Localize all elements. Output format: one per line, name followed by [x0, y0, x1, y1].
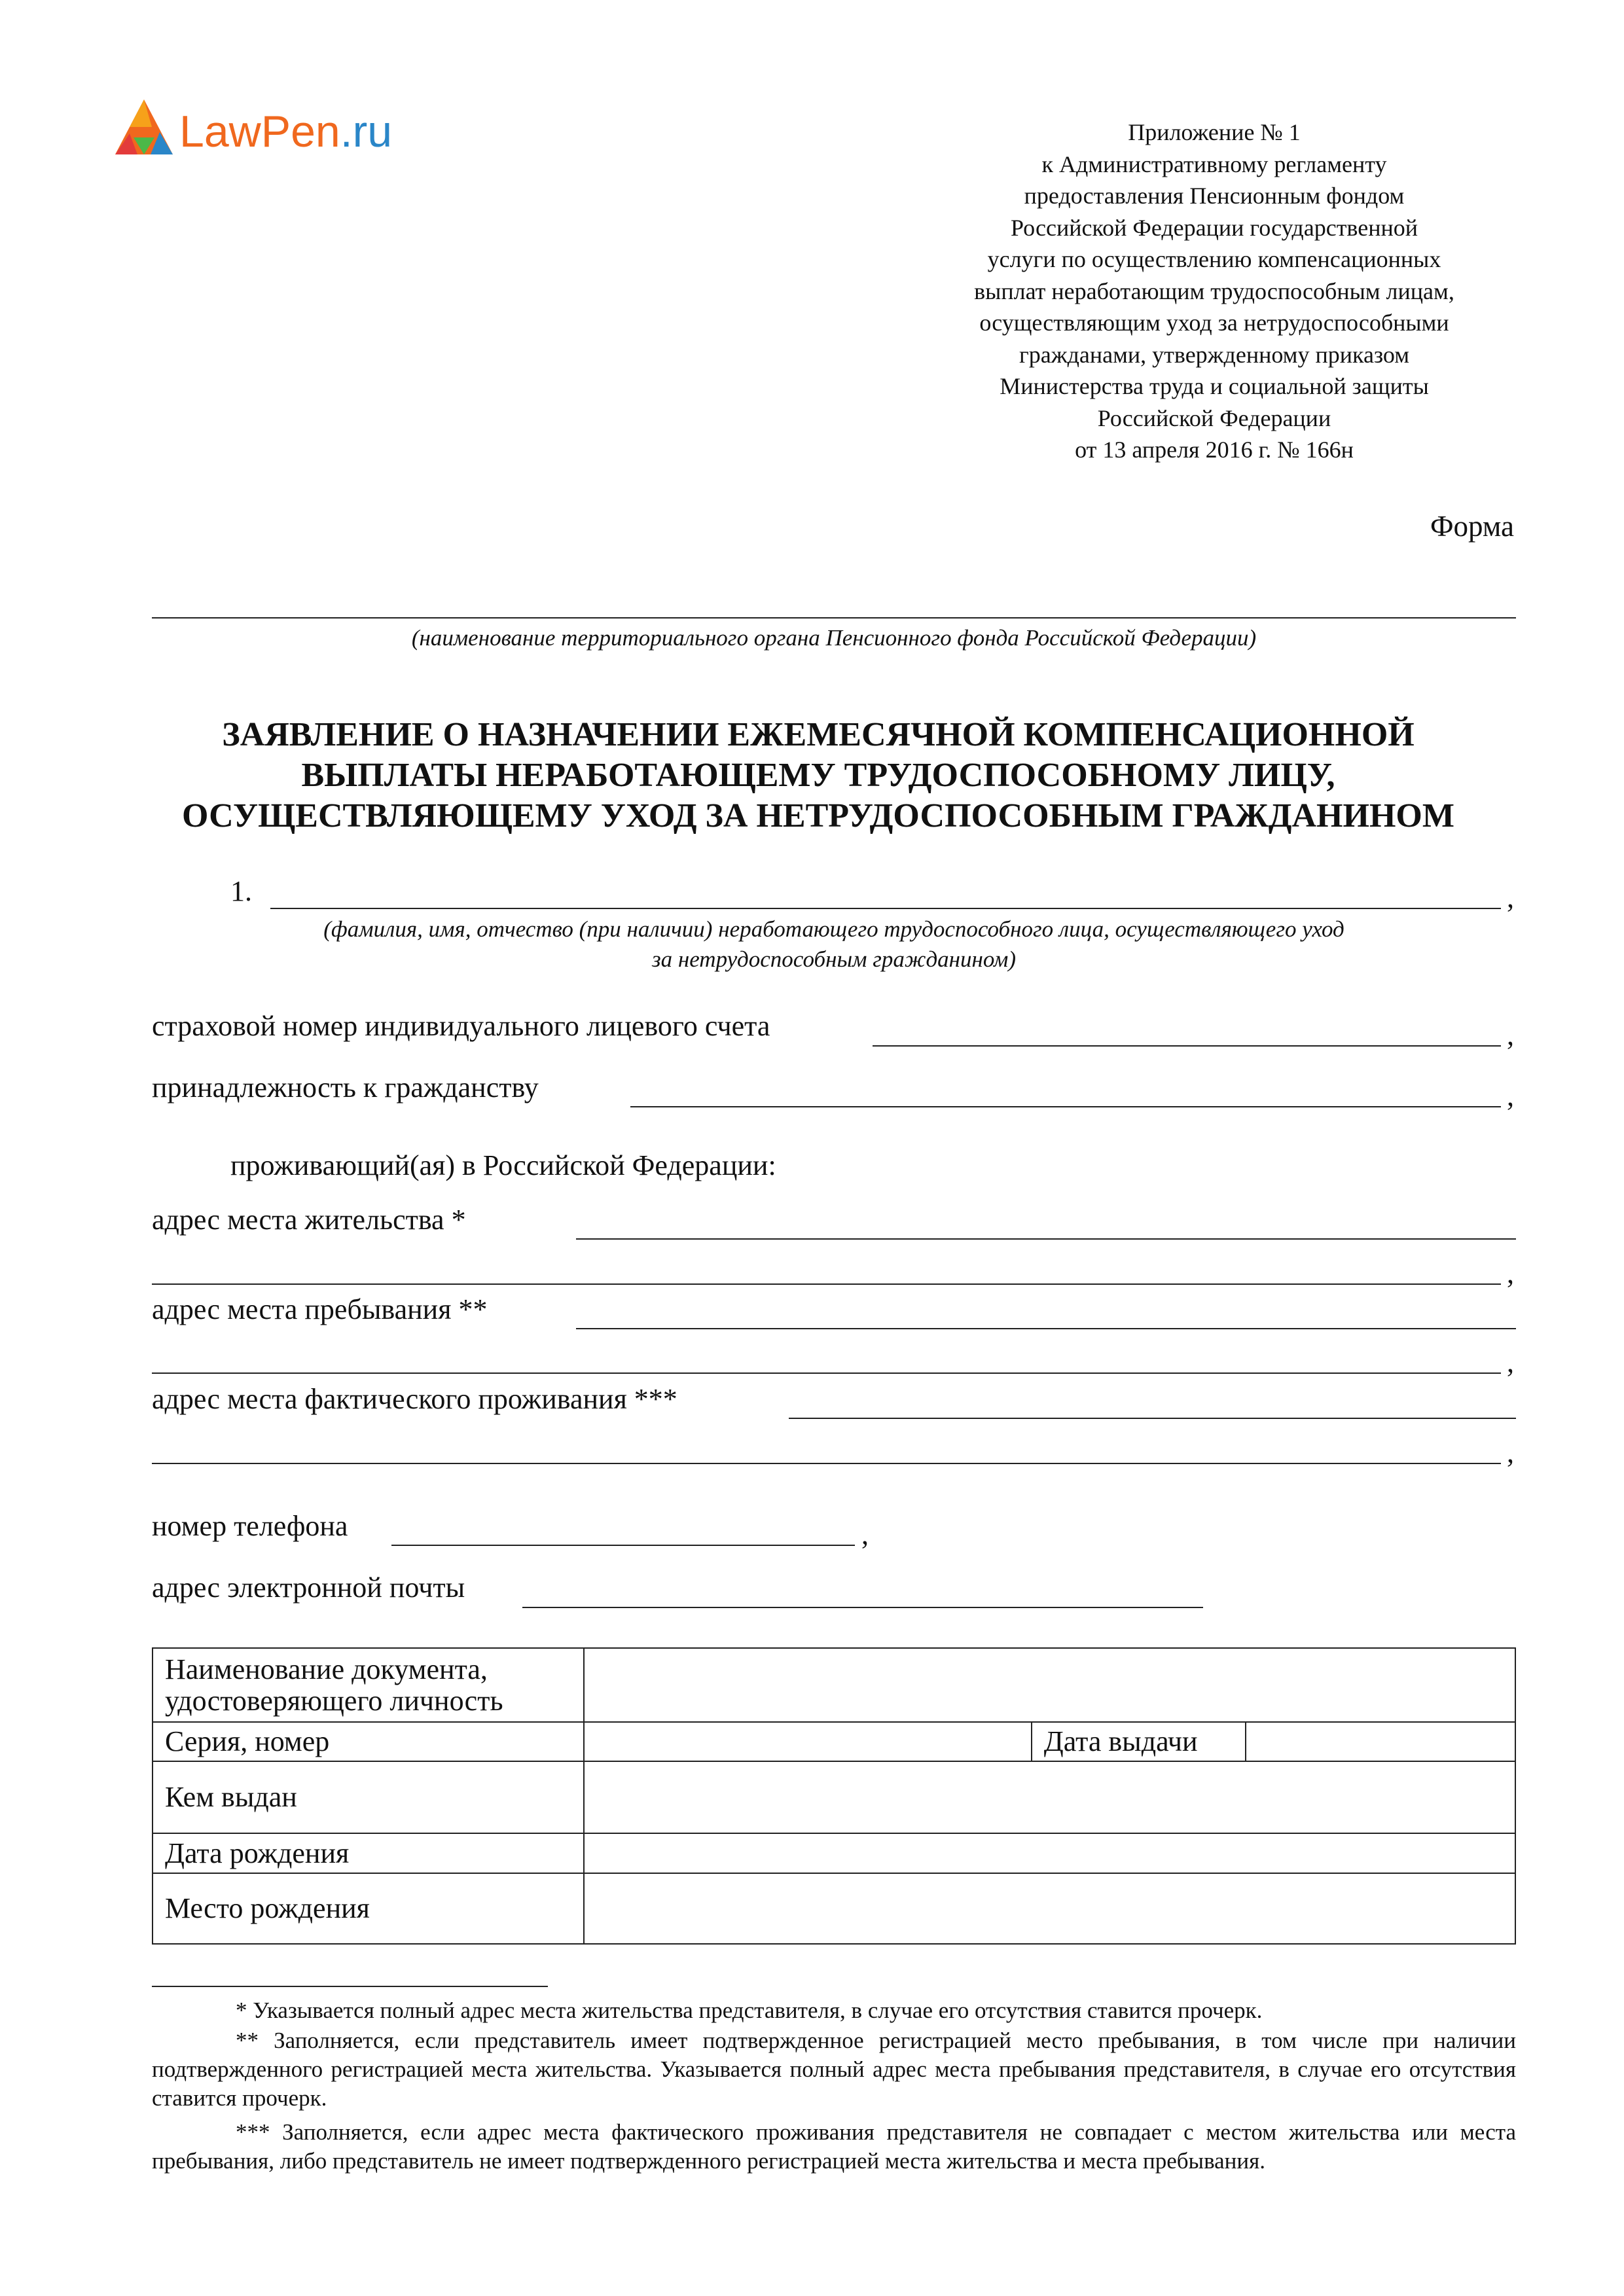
appendix-line: выплат неработающим трудоспособным лицам, — [974, 278, 1454, 304]
series-label: Серия, номер — [153, 1722, 584, 1761]
stay-address-label: адрес места пребывания ** — [152, 1293, 488, 1325]
appendix-line: Министерства труда и социальной защиты — [1000, 373, 1429, 399]
residence-address-line[interactable] — [576, 1238, 1516, 1240]
appendix-line: от 13 апреля 2016 г. № 166н — [1075, 437, 1354, 463]
doc-name-label — [153, 1648, 584, 1722]
table-row — [153, 1873, 1515, 1944]
footnote-divider — [152, 1986, 548, 1987]
residing-label: проживающий(ая) в Российской Федерации: — [230, 1149, 776, 1181]
territorial-body-line[interactable] — [152, 617, 1516, 619]
issue-date-cell[interactable] — [1246, 1722, 1515, 1761]
document-title — [115, 715, 1522, 836]
table-row — [153, 1648, 1515, 1722]
stay-address-line-2[interactable] — [152, 1372, 1501, 1374]
lawpen-logo[interactable] — [114, 98, 428, 170]
logo-triangle-icon — [114, 98, 174, 164]
doc-name-cell[interactable] — [584, 1648, 1515, 1722]
actual-address-line[interactable] — [789, 1418, 1516, 1419]
identity-document-table — [152, 1647, 1516, 1945]
form-label: Форма — [1430, 510, 1514, 543]
citizenship-line[interactable] — [630, 1106, 1501, 1107]
doc-name-line: Наименование документа, — [165, 1653, 488, 1685]
phone-line[interactable] — [391, 1545, 855, 1546]
caption-line: (фамилия, имя, отчество (при наличии) неработающего трудоспособного лица, осуществляющего уход — [323, 916, 1344, 942]
table-row — [153, 1722, 1515, 1761]
comma: , — [1507, 882, 1514, 914]
email-label: адрес электронной почты — [152, 1571, 465, 1604]
doc-name-line: удостоверяющего личность — [165, 1684, 503, 1717]
comma: , — [1507, 1437, 1514, 1469]
appendix-line: к Административному регламенту — [1041, 151, 1387, 177]
logo-text: LawPen.ru — [179, 107, 393, 156]
footnote-2: ** Заполняется, если представитель имеет подтвержденное регистрацией место пребывания, в том числе при наличии подтвержденного регистрацией места жительства. Указывается полный адрес места пребывания представителя, в случае его отсутствия ставится прочерк. — [152, 2028, 1516, 2111]
comma: , — [1507, 1019, 1514, 1051]
appendix-header — [903, 117, 1525, 466]
comma: , — [1507, 1346, 1514, 1378]
snils-label: страховой номер индивидуального лицевого счета — [152, 1010, 770, 1042]
birth-place-label: Место рождения — [153, 1873, 584, 1944]
full-name-line[interactable] — [270, 908, 1501, 909]
issue-date-label: Дата выдачи — [1032, 1722, 1246, 1761]
full-name-caption — [152, 914, 1516, 975]
footnote-3: *** Заполняется, если адрес места фактического проживания представителя не совпадает с местом жительства или места пребывания, либо представитель не имеет подтвержденного регистрацией места жительства и места пребывания. — [152, 2119, 1516, 2174]
item-number: 1. — [230, 875, 252, 907]
birth-date-label: Дата рождения — [153, 1833, 584, 1873]
stay-address-line[interactable] — [576, 1328, 1516, 1329]
phone-label: номер телефона — [152, 1510, 348, 1542]
actual-address-label: адрес места фактического проживания *** — [152, 1383, 677, 1415]
appendix-line: осуществляющим уход за нетрудоспособными — [979, 310, 1449, 336]
comma: , — [861, 1518, 869, 1551]
actual-address-line-2[interactable] — [152, 1463, 1501, 1464]
birth-place-cell[interactable] — [584, 1873, 1515, 1944]
appendix-line: Российской Федерации государственной — [1010, 214, 1418, 241]
issued-by-cell[interactable] — [584, 1761, 1515, 1833]
comma: , — [1507, 1080, 1514, 1112]
residence-address-label: адрес места жительства * — [152, 1204, 466, 1236]
caption-line: за нетрудоспособным гражданином) — [651, 946, 1017, 972]
appendix-line: предоставления Пенсионным фондом — [1024, 183, 1405, 209]
birth-date-cell[interactable] — [584, 1833, 1515, 1873]
residence-address-line-2[interactable] — [152, 1283, 1501, 1285]
issued-by-label: Кем выдан — [153, 1761, 584, 1833]
title-line: ЗАЯВЛЕНИЕ О НАЗНАЧЕНИИ ЕЖЕМЕСЯЧНОЙ КОМПЕНСАЦИОННОЙ — [222, 716, 1415, 753]
territorial-body-caption: (наименование территориального органа Пенсионного фонда Российской Федерации) — [411, 625, 1257, 651]
email-line[interactable] — [522, 1607, 1203, 1608]
series-cell[interactable] — [584, 1722, 1032, 1761]
appendix-line: гражданами, утвержденному приказом — [1019, 341, 1410, 368]
footnote-1: * Указывается полный адрес места жительства представителя, в случае его отсутствия ставится прочерк. — [236, 1998, 1263, 2023]
title-line: ОСУЩЕСТВЛЯЮЩЕМУ УХОД ЗА НЕТРУДОСПОСОБНЫМ ГРАЖДАНИНОМ — [182, 797, 1454, 834]
table-row — [153, 1833, 1515, 1873]
title-line: ВЫПЛАТЫ НЕРАБОТАЮЩЕМУ ТРУДОСПОСОБНОМУ ЛИЦУ, — [301, 757, 1335, 794]
appendix-line: Российской Федерации — [1097, 404, 1331, 431]
snils-line[interactable] — [873, 1045, 1501, 1047]
appendix-line: Приложение № 1 — [1128, 119, 1301, 145]
table-row — [153, 1761, 1515, 1833]
comma: , — [1507, 1257, 1514, 1289]
citizenship-label: принадлежность к гражданству — [152, 1071, 539, 1103]
appendix-line: услуги по осуществлению компенсационных — [987, 246, 1441, 272]
